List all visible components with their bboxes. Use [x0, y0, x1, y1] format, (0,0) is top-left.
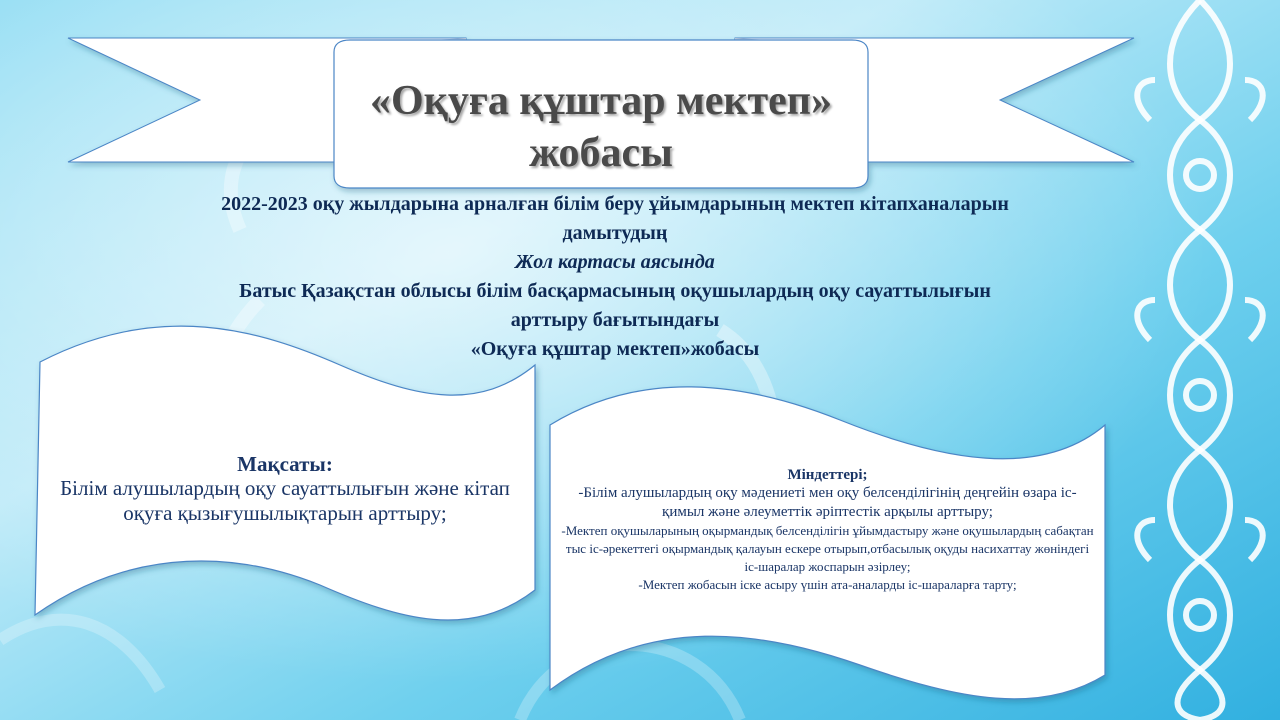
goal-text: Білім алушылардың оқу сауаттылығын және кітап оқуға қызығушылықтарын арттыру;: [60, 476, 510, 525]
subtitle-line-1: 2022-2023 оқу жылдарына арналған білім беру ұйымдарының мектеп кітапханаларын: [221, 193, 1009, 215]
subtitle-line-4: Батыс Қазақстан облысы білім басқармасының оқушылардың оқу сауаттылығын: [239, 280, 991, 302]
subtitle-line-5: арттыру бағытындағы: [510, 309, 720, 331]
subtitle-block: [100, 190, 1130, 364]
goal-section: [45, 452, 525, 526]
subtitle-line-3: Жол картасы аясында: [515, 251, 715, 273]
subtitle-line-2: дамытудың: [562, 222, 668, 244]
page-title-sub: жобасы: [529, 130, 673, 176]
tasks-section: [560, 466, 1095, 594]
task-item-3: -Мектеп жобасын іске асыру үшін ата-аналарды іс-шараларға тарту;: [638, 577, 1017, 592]
subtitle-line-6: «Оқуға құштар мектеп»жобасы: [470, 338, 760, 360]
task-item-1: -Білім алушылардың оқу мәдениеті мен оқу белсенділігінің деңгейін өзара іс-қимыл және әлеуметтік әріптестік арқылы арттыру;: [578, 485, 1077, 520]
page-title: «Оқуға құштар мектеп»: [369, 78, 833, 124]
tasks-heading: Міндеттері;: [787, 467, 868, 483]
task-item-2: -Мектеп оқушыларының оқырмандық белсенділігін ұйымдастыру және оқушылардың сабақтан тыс іс-әрекеттегі оқырмандық қалауын ескере отырып,отбасылық оқуды насихаттау жөніндегі іс-шаралар жоспарын әзірлеу;: [561, 523, 1094, 574]
goal-heading: Мақсаты:: [237, 452, 333, 476]
